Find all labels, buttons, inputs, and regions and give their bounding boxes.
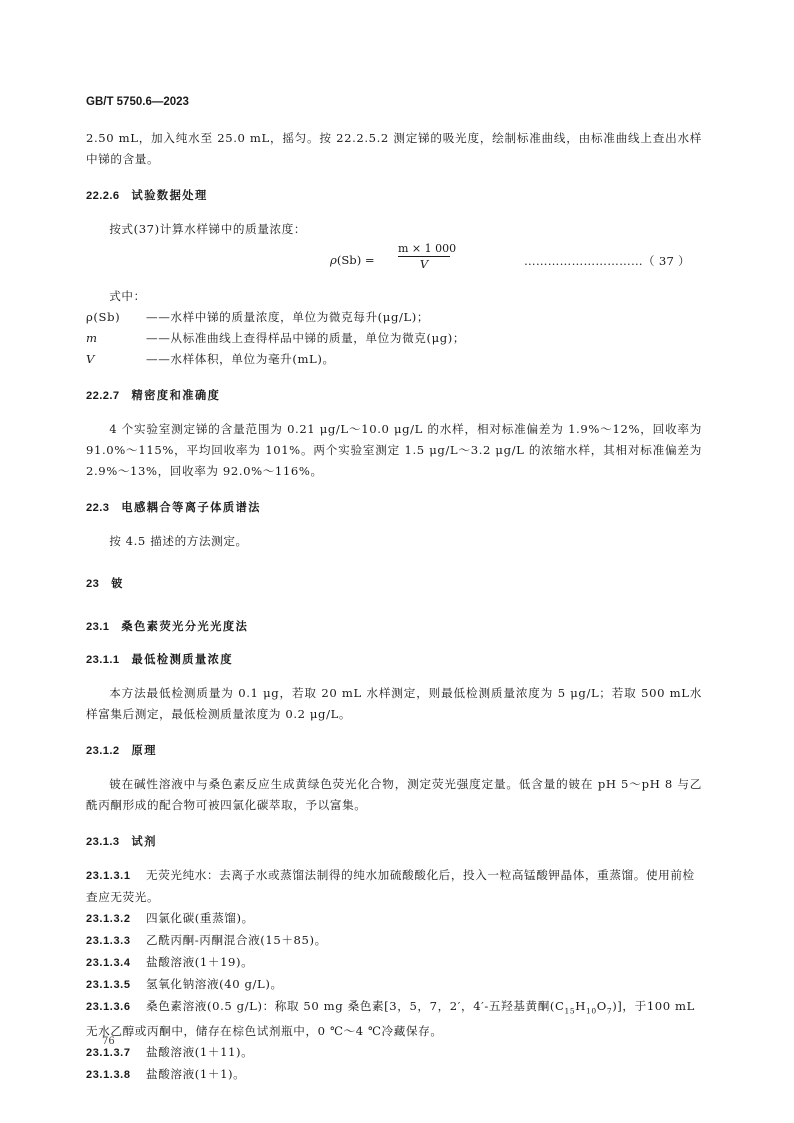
page-number: 76 <box>102 1036 115 1047</box>
section-title: 铍 <box>111 578 124 590</box>
formula-equation-number: …………………………（ 37 ） <box>524 254 691 268</box>
formula-denominator: V <box>419 257 429 271</box>
subscript: 7 <box>606 1006 613 1016</box>
reagent-text-b: )]，于100 mL无水乙醇或丙酮中，储存在棕色试剂瓶中，0 ℃～4 ℃冷藏保存。 <box>86 999 695 1039</box>
reagent-item <box>86 865 702 908</box>
section-heading-22-2-7 <box>86 386 702 407</box>
reagent-item <box>86 974 702 996</box>
reagent-number: 23.1.3.1 <box>86 870 131 882</box>
section-title: 电感耦合等离子体质谱法 <box>121 502 261 514</box>
def-text: ——水样中锑的质量浓度，单位为微克每升(μg/L)； <box>146 310 430 324</box>
def-symbol: m <box>86 331 98 345</box>
section-title: 桑色素荧光分光光度法 <box>121 621 249 633</box>
section-title: 试验数据处理 <box>131 190 208 202</box>
page-content <box>86 128 702 1086</box>
reagent-number: 23.1.3.3 <box>86 935 131 947</box>
reagent-number: 23.1.3.6 <box>86 1001 131 1013</box>
section-number: 22.2.7 <box>86 390 120 402</box>
reagent-item <box>86 930 702 952</box>
subscript: 15 <box>564 1006 576 1016</box>
section-heading-23-1-3 <box>86 832 702 853</box>
reagent-number: 23.1.3.5 <box>86 979 131 991</box>
definition-m <box>86 328 702 349</box>
detection-limit-paragraph: 本方法最低检测质量为 0.1 μg，若取 20 mL 水样测定，则最低检测质量浓度为 5 μg/L；若取 500 mL水样富集后测定，最低检测质量浓度为 0.2 μg/L。 <box>86 686 702 721</box>
definitions-intro: 式中： <box>109 289 146 303</box>
section-title: 精密度和准确度 <box>131 390 221 402</box>
reagent-number: 23.1.3.4 <box>86 957 131 969</box>
reagent-text: 盐酸溶液(1＋11)。 <box>146 1045 254 1060</box>
section-heading-22-2-6 <box>86 186 702 207</box>
reagent-text: 盐酸溶液(1＋1)。 <box>146 1067 246 1082</box>
def-symbol: V <box>86 352 95 366</box>
reagent-number: 23.1.3.8 <box>86 1069 131 1082</box>
formula-h: H <box>575 999 586 1013</box>
formula-37 <box>86 242 702 284</box>
section-heading-22-3 <box>86 498 702 519</box>
section-heading-23 <box>86 574 702 595</box>
formula-fraction <box>398 242 457 271</box>
principle-paragraph: 铍在碱性溶液中与桑色素反应生成黄绿色荧光化合物，测定荧光强度定量。低含量的铍在 pH 5～pH 8 与乙酰丙酮形成的配合物可被四氯化碳萃取，予以富集。 <box>86 777 702 812</box>
precision-paragraph: 4 个实验室测定锑的含量范围为 0.21 μg/L～10.0 μg/L 的水样，相对标准偏差为 1.9%～12%，回收率为 91.0%～115%，平均回收率为 101%。两个实验室测定 1.5 μg/L～3.2 μg/L 的浓缩水样，其相对标准偏差为 2.9%～13%，回收率为 92.0%～116%。 <box>86 422 702 478</box>
def-text: ——从标准曲线上查得样品中锑的质量，单位为微克(μg)； <box>146 331 466 345</box>
section-number: 23.1.2 <box>86 745 120 757</box>
reagent-number: 23.1.3.2 <box>86 913 131 925</box>
section-heading-23-1 <box>86 617 702 638</box>
reagent-item <box>86 952 702 974</box>
definition-v <box>86 349 702 370</box>
icp-ms-paragraph: 按 4.5 描述的方法测定。 <box>109 534 248 548</box>
reagent-text: 乙酰丙酮-丙酮混合液(15＋85)。 <box>146 933 327 947</box>
reagent-text: 氢氧化钠溶液(40 g/L)。 <box>146 977 283 991</box>
section-heading-23-1-2 <box>86 741 702 762</box>
section-title: 原理 <box>131 745 157 757</box>
section-number: 23 <box>86 578 100 590</box>
def-text: ——水样体积，单位为毫升(mL)。 <box>146 352 335 366</box>
section-number: 23.1 <box>86 621 110 633</box>
def-symbol: ρ(Sb) <box>86 310 121 324</box>
section-number: 22.2.6 <box>86 190 120 202</box>
reagent-text: 无荧光纯水：去离子水或蒸馏法制得的纯水加硫酸酸化后，投入一粒高锰酸钾晶体，重蒸馏。使用前检查应无荧光。 <box>86 868 695 904</box>
reagent-item <box>86 1064 702 1086</box>
section-heading-23-1-1 <box>86 650 702 671</box>
section-number: 23.1.1 <box>86 654 120 666</box>
section-title: 试剂 <box>131 836 157 848</box>
definition-rho <box>86 307 702 328</box>
intro-paragraph: 2.50 mL，加入纯水至 25.0 mL，摇匀。按 22.2.5.2 测定锑的吸光度，绘制标准曲线，由标准曲线上查出水样中锑的含量。 <box>86 131 702 166</box>
section-number: 22.3 <box>86 502 110 514</box>
section-title: 最低检测质量浓度 <box>131 654 234 666</box>
reagent-item <box>86 1042 702 1064</box>
formula-numerator: m × 1 000 <box>398 242 457 255</box>
formula-rho: ρ <box>330 253 337 267</box>
reagent-text-a: 桑色素溶液(0.5 g/L)：称取 50 mg 桑色素[3，5，7，2′，4′-五羟基黄酮(C <box>146 999 565 1013</box>
formula-lhs-rest: (Sb) = <box>336 253 375 267</box>
formula-lhs <box>330 253 375 267</box>
standard-header: GB/T 5750.6—2023 <box>86 96 189 108</box>
reagent-text: 四氯化碳(重蒸馏)。 <box>146 911 254 925</box>
reagent-text: 盐酸溶液(1＋19)。 <box>146 955 254 969</box>
reagent-number: 23.1.3.7 <box>86 1047 131 1060</box>
formula-o: O <box>596 999 607 1013</box>
subscript: 10 <box>585 1006 597 1016</box>
section-number: 23.1.3 <box>86 836 120 848</box>
reagent-item <box>86 996 702 1042</box>
formula-intro: 按式(37)计算水样锑中的质量浓度： <box>109 222 307 236</box>
reagent-item <box>86 908 702 930</box>
